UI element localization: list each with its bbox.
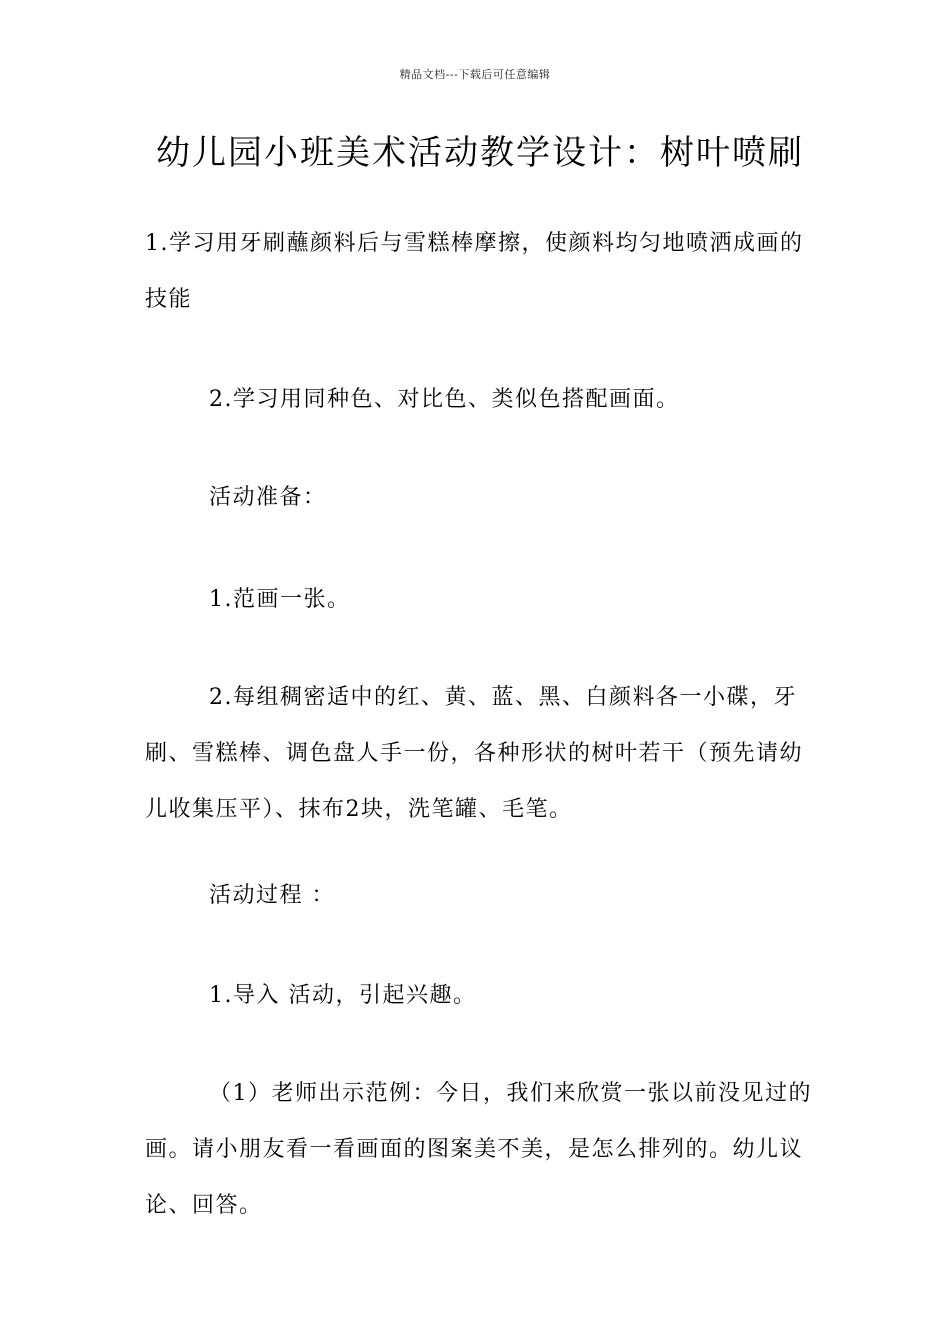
paragraph-preparation-heading: 活动准备： [209,485,327,510]
paragraph-process-heading: 活动过程 ： [209,883,335,908]
header-note: 精品文档---下载后可任意编辑 [399,68,551,81]
paragraph-preparation-2: 2.每组稠密适中的红、黄、蓝、黑、白颜料各一小碟，牙刷、雪糕棒、调色盘人手一份，各种形状的树叶若干（预先请幼儿收集压平）、抹布2块，洗笔罐、毛笔。 [145,685,804,822]
paragraph-process-1: 1.导入 活动，引起兴趣。 [209,983,477,1008]
paragraph-preparation-1: 1.范画一张。 [209,587,351,612]
paragraph-process-1-1: （1）老师出示范例：今日，我们来欣赏一张以前没见过的画。请小朋友看一看画面的图案美不美，是怎么排列的。幼儿议论、回答。 [145,1081,812,1218]
paragraph-objective-1: 1.学习用牙刷蘸颜料后与雪糕棒摩擦，使颜料均匀地喷洒成画的技能 [145,231,804,312]
page-title: 幼儿园小班美术活动教学设计：树叶喷刷 [156,133,804,173]
paragraph-objective-2: 2.学习用同种色、对比色、类似色搭配画面。 [209,387,680,412]
